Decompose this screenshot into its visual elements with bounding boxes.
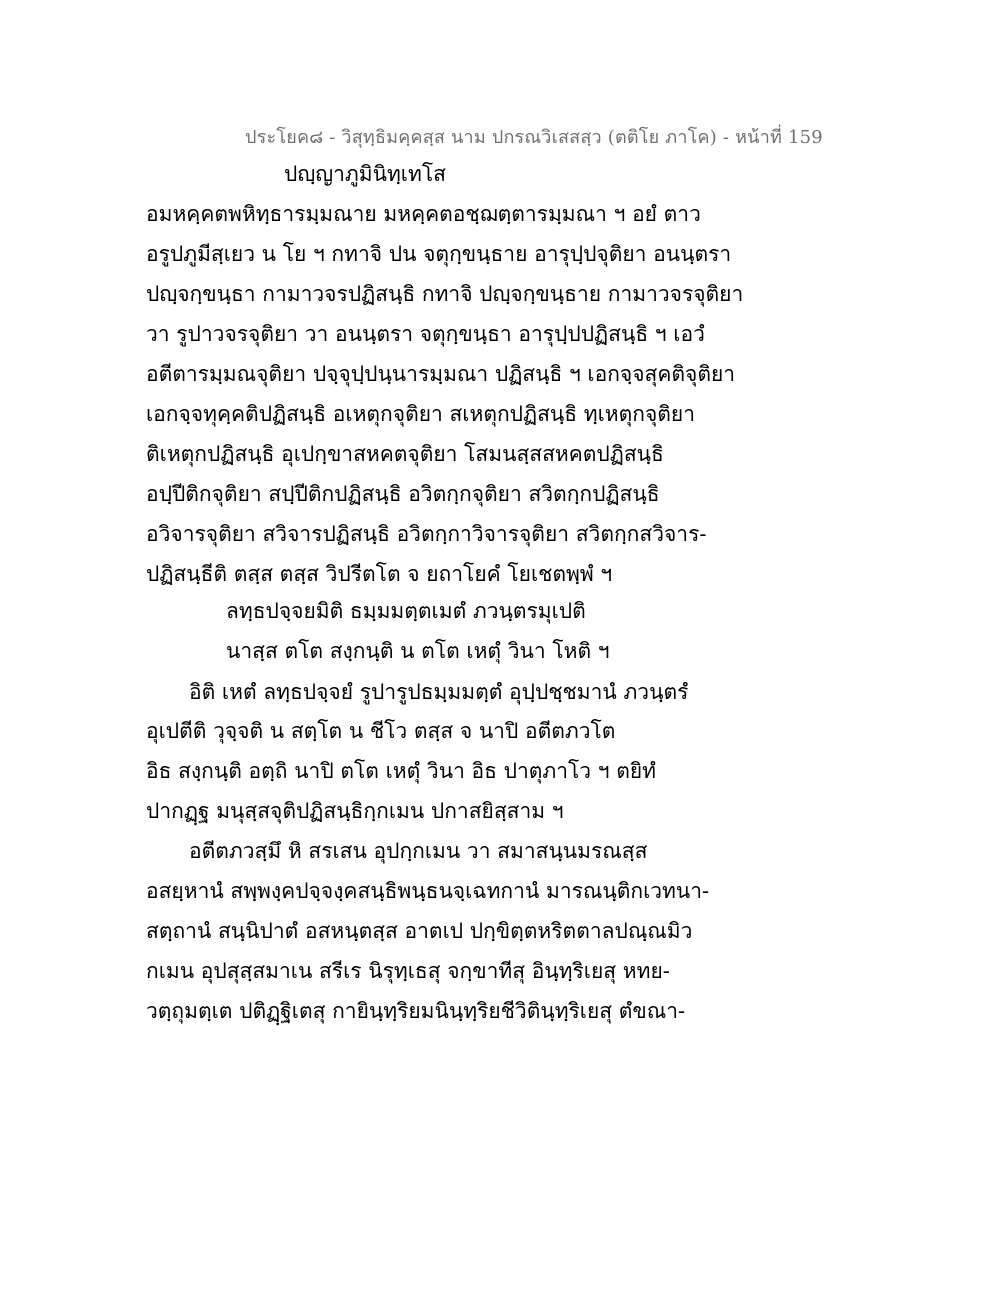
text-line: อมหคฺคตพหิทฺธารมฺมณาย มหคฺคตอชฺฌตฺตารมฺมณา ฯ อยํ ตาว (146, 202, 701, 226)
text-line: กเมน อุปสุสฺสมาเน สรีเร นิรุทฺเธสุ จกฺขาทีสุ อินฺทฺริเยสุ หทย- (146, 959, 670, 983)
verse-line: นาสฺส ตโต สงฺกนฺติ น ตโต เหตุํ วินา โหติ ฯ (226, 639, 610, 663)
text-line: ปากฏฺฐ มนุสฺสจุติปฏิสนฺธิกฺกเมน ปกาสยิสฺสาม ฯ (146, 799, 564, 823)
text-line: เอกจฺจทุคฺคติปฏิสนฺธิ อเหตุกจุติยา สเหตุกปฏิสนฺธิ ทฺเหตุกจุติยา (146, 402, 696, 426)
text-line: อตีตารมฺมณจุติยา ปจฺจุปฺปนฺนารมฺมณา ปฏิสนฺธิ ฯ เอกจฺจสุคติจุติยา (146, 362, 736, 386)
text-line: อวิจารจุติยา สวิจารปฏิสนฺธิ อวิตกฺกาวิจารจุติยา สวิตกฺกสวิจาร- (146, 522, 707, 546)
text-line: สตฺถานํ สนฺนิปาตํ อสหนฺตสฺส อาตเป ปกฺขิตฺตหริตตาลปณฺณมิว (146, 919, 693, 943)
text-line: อรูปภูมีสฺเยว น โย ฯ กทาจิ ปน จตุกฺขนฺธาย อารุปฺปจุติยา อนนฺตรา (146, 242, 732, 266)
section-heading: ปญฺญาภูมินิทฺเทโส (284, 162, 446, 186)
running-header: ประโยค๘ - วิสุทฺธิมคฺคสฺส นาม ปกรณวิเสสสฺว (ตติโย ภาโค) - หน้าที่ 159 (245, 127, 823, 148)
text-line: ติเหตุกปฏิสนฺธิ อุเปกฺขาสหคตจุติยา โสมนสฺสสหคตปฏิสนฺธิ (146, 442, 664, 466)
text-line: อิธ สงฺกนฺติ อตฺถิ นาปิ ตโต เหตุํ วินา อิธ ปาตุภาโว ฯ ตยิทํ (146, 759, 657, 783)
text-line: อิติ เหตํ ลทฺธปจฺจยํ รูปารูปธมฺมมตฺตํ อุปฺปชฺชมานํ ภวนฺตรํ (189, 680, 689, 704)
verse-line: ลทฺธปจฺจยมิติ ธมฺมมตฺตเมตํ ภวนฺตรมุเปติ (226, 599, 586, 623)
text-line: วา รูปาวจรจุติยา วา อนนฺตรา จตุกฺขนฺธา อารุปฺปปฏิสนฺธิ ฯ เอวํ (146, 322, 705, 346)
text-line: ปญฺจกฺขนฺธา กามาวจรปฏิสนฺธิ กทาจิ ปญฺจกฺขนฺธาย กามาวจรจุติยา (146, 282, 744, 306)
text-line: อสยฺหานํ สพฺพงฺคปจฺจงฺคสนฺธิพนฺธนจฺเฉทกานํ มารณนฺติกเวทนา- (146, 879, 710, 903)
text-line: อุเปตีติ วุจฺจติ น สตฺโต น ชีโว ตสฺส จ นาปิ อตีตภวโต (146, 719, 616, 743)
text-line: อปฺปีติกจุติยา สปฺปีติกปฏิสนฺธิ อวิตกฺกจุติยา สวิตกฺกปฏิสนฺธิ (146, 482, 660, 506)
text-line: ปฏิสนฺธีติ ตสฺส ตสฺส วิปรีตโต จ ยถาโยคํ โยเชตพฺพํ ฯ (146, 562, 613, 586)
text-line: อตีตภวสฺมึ หิ สรเสน อุปกฺกเมน วา สมาสนฺนมรณสฺส (189, 839, 648, 863)
text-line: วตฺถุมตฺเต ปติฏฺฐิเตสุ กายินฺทฺริยมนินฺทฺริยชีวิตินฺทฺริเยสุ ตํขณา- (146, 999, 686, 1023)
